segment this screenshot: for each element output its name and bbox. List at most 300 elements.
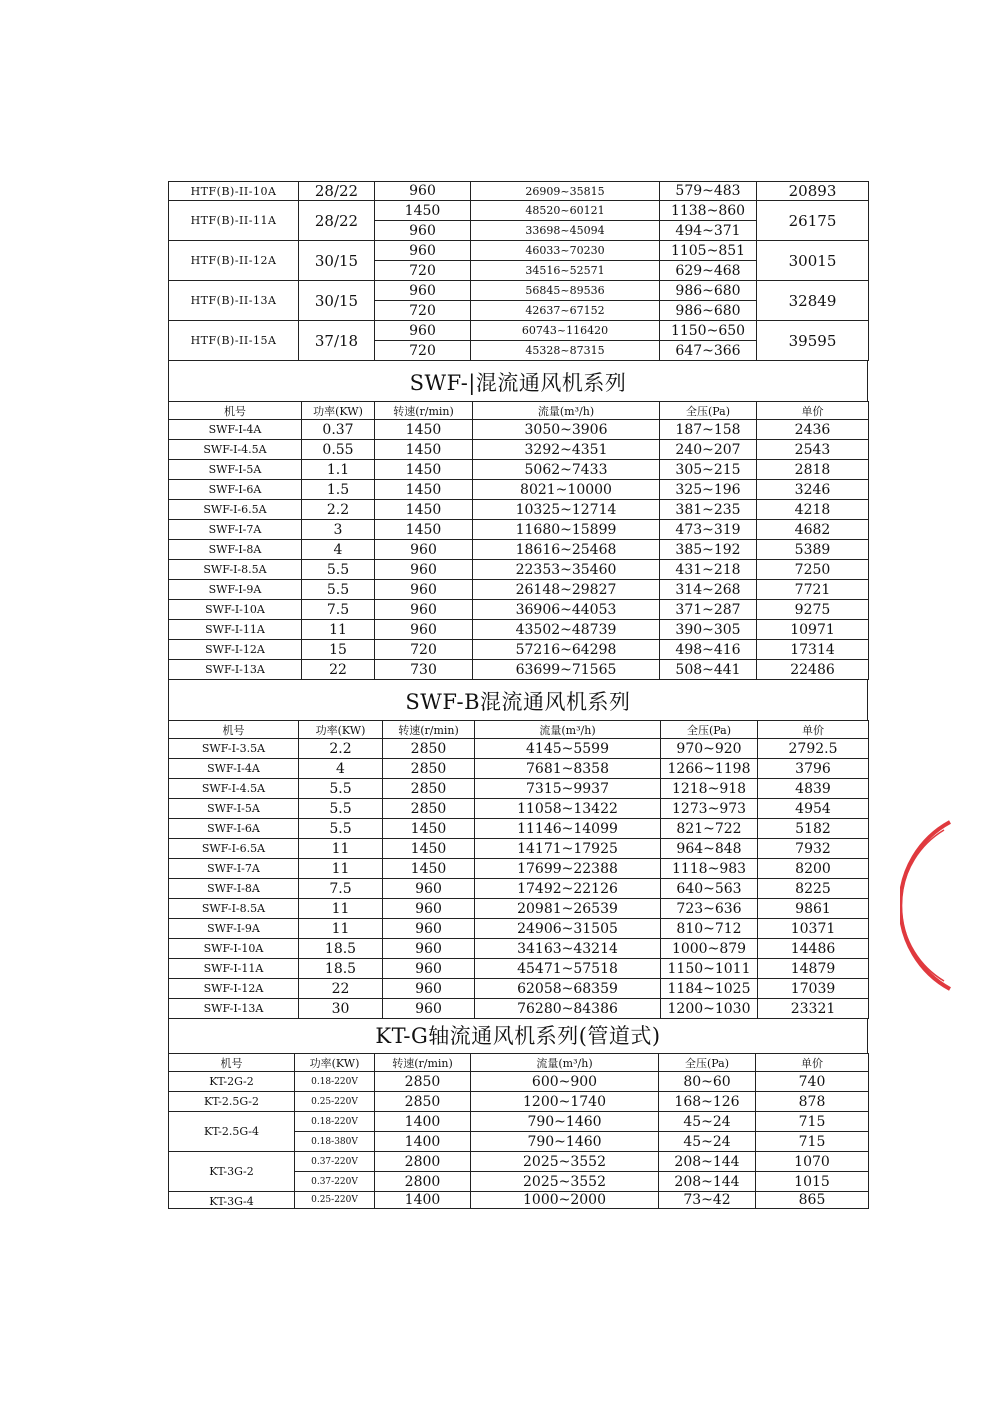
speed-cell: 1400 [375,1192,471,1209]
column-header: 全压(Pa) [659,1054,756,1072]
pressure-cell: 431~218 [660,560,757,580]
flow-cell: 17699~22388 [475,859,661,879]
speed-cell: 2850 [383,759,475,779]
model-cell: SWF-Ⅰ-8A [169,879,299,899]
model-cell: SWF-Ⅰ-9A [169,919,299,939]
column-header: 转速(r/min) [375,402,473,420]
table-row [169,321,869,341]
price-cell: 17314 [757,640,869,660]
section-title: KT-G轴流通风机系列(管道式) [168,1019,868,1053]
table-row [169,241,869,261]
table-row [169,201,869,221]
table-row [169,1072,869,1092]
table-row [169,759,869,779]
pressure-cell: 80~60 [659,1072,756,1092]
flow-cell: 34516~52571 [471,261,660,281]
speed-cell: 960 [375,321,471,341]
model-cell: SWF-Ⅰ-8A [169,540,302,560]
table-row [169,580,869,600]
pressure-cell: 821~722 [661,819,758,839]
flow-cell: 3050~3906 [473,420,660,440]
speed-cell: 1450 [383,839,475,859]
flow-cell: 11146~14099 [475,819,661,839]
model-cell: SWF-Ⅰ-7A [169,859,299,879]
price-cell: 8225 [758,879,869,899]
table-row [169,819,869,839]
flow-cell: 60743~116420 [471,321,660,341]
flow-cell: 7681~8358 [475,759,661,779]
speed-cell: 1450 [383,859,475,879]
power-cell: 30 [299,999,383,1019]
model-cell: SWF-Ⅰ-6A [169,819,299,839]
pressure-cell: 640~563 [661,879,758,899]
flow-cell: 48520~60121 [471,201,660,221]
speed-cell: 960 [383,979,475,999]
speed-cell: 1450 [375,480,473,500]
power-cell: 11 [299,899,383,919]
model-cell: HTF(B)-II-12A [169,241,299,281]
speed-cell: 1400 [375,1112,471,1132]
table-row [169,739,869,759]
pressure-cell: 73~42 [659,1192,756,1209]
price-cell: 2543 [757,440,869,460]
power-cell: 1.1 [302,460,375,480]
pressure-cell: 305~215 [660,460,757,480]
pressure-cell: 168~126 [659,1092,756,1112]
column-header: 机号 [169,1054,295,1072]
table-row [169,859,869,879]
power-cell: 28/22 [299,182,375,201]
table-row [169,420,869,440]
power-cell: 4 [299,759,383,779]
model-cell: HTF(B)-II-11A [169,201,299,241]
price-cell: 4218 [757,500,869,520]
price-cell: 10971 [757,620,869,640]
table-row [169,560,869,580]
model-cell: SWF-Ⅰ-4.5A [169,440,302,460]
table-row [169,1092,869,1112]
pressure-cell: 208~144 [659,1172,756,1192]
table-row [169,1112,869,1132]
pressure-cell: 810~712 [661,919,758,939]
table-row [169,460,869,480]
pressure-cell: 1184~1025 [661,979,758,999]
speed-cell: 960 [375,221,471,241]
price-cell: 878 [756,1092,869,1112]
model-cell: SWF-Ⅰ-13A [169,999,299,1019]
model-cell: SWF-Ⅰ-9A [169,580,302,600]
price-cell: 715 [756,1132,869,1152]
model-cell: KT-3G-4 [169,1192,295,1209]
model-cell: SWF-Ⅰ-6A [169,480,302,500]
price-cell: 5389 [757,540,869,560]
table-row [169,999,869,1019]
power-cell: 2.2 [302,500,375,520]
pressure-cell: 371~287 [660,600,757,620]
pressure-cell: 1118~983 [661,859,758,879]
table-row [169,500,869,520]
power-cell: 5.5 [299,799,383,819]
flow-cell: 62058~68359 [475,979,661,999]
model-cell: HTF(B)-II-10A [169,182,299,201]
price-cell: 1070 [756,1152,869,1172]
speed-cell: 2850 [383,779,475,799]
speed-cell: 2850 [375,1092,471,1112]
section-title: SWF-B混流通风机系列 [168,680,868,720]
pressure-cell: 240~207 [660,440,757,460]
speed-cell: 1450 [375,460,473,480]
flow-cell: 790~1460 [471,1112,659,1132]
power-cell: 30/15 [299,241,375,281]
swf-1-table [168,401,869,680]
pressure-cell: 1150~650 [660,321,757,341]
table-row [169,959,869,979]
price-cell: 9275 [757,600,869,620]
flow-cell: 18616~25468 [473,540,660,560]
speed-cell: 2800 [375,1152,471,1172]
model-cell: SWF-Ⅰ-11A [169,959,299,979]
pressure-cell: 325~196 [660,480,757,500]
power-cell: 1.5 [302,480,375,500]
speed-cell: 960 [375,182,471,201]
table-row [169,779,869,799]
column-header: 流量(m³/h) [471,1054,659,1072]
model-cell: SWF-Ⅰ-4.5A [169,779,299,799]
speed-cell: 720 [375,341,471,361]
flow-cell: 56845~89536 [471,281,660,301]
pressure-cell: 1200~1030 [661,999,758,1019]
price-cell: 23321 [758,999,869,1019]
column-header: 单价 [757,402,869,420]
table-row [169,520,869,540]
speed-cell: 720 [375,301,471,321]
pressure-cell: 986~680 [660,281,757,301]
company-seal-icon [900,818,956,993]
column-header: 全压(Pa) [660,402,757,420]
price-cell: 2818 [757,460,869,480]
table-row [169,640,869,660]
column-header: 功率(KW) [295,1054,375,1072]
pressure-cell: 187~158 [660,420,757,440]
table-row [169,939,869,959]
price-cell: 39595 [757,321,869,361]
column-header: 转速(r/min) [383,721,475,739]
model-cell: SWF-Ⅰ-4A [169,759,299,779]
flow-cell: 8021~10000 [473,480,660,500]
pressure-cell: 579~483 [660,182,757,201]
pressure-cell: 1105~851 [660,241,757,261]
pressure-cell: 385~192 [660,540,757,560]
column-header: 机号 [169,402,302,420]
table-row [169,281,869,301]
power-cell: 11 [299,859,383,879]
price-cell: 7250 [757,560,869,580]
pressure-cell: 1000~879 [661,939,758,959]
flow-cell: 45471~57518 [475,959,661,979]
flow-cell: 7315~9937 [475,779,661,799]
power-cell: 18.5 [299,959,383,979]
model-cell: SWF-Ⅰ-8.5A [169,899,299,919]
power-cell: 11 [302,620,375,640]
price-cell: 7932 [758,839,869,859]
pressure-cell: 647~366 [660,341,757,361]
flow-cell: 46033~70230 [471,241,660,261]
table-row [169,182,869,201]
model-cell: SWF-Ⅰ-5A [169,460,302,480]
pressure-cell: 498~416 [660,640,757,660]
table-header-row [169,402,869,420]
pressure-cell: 390~305 [660,620,757,640]
pressure-cell: 45~24 [659,1112,756,1132]
model-cell: SWF-Ⅰ-7A [169,520,302,540]
price-cell: 740 [756,1072,869,1092]
pressure-cell: 208~144 [659,1152,756,1172]
column-header: 功率(KW) [299,721,383,739]
power-cell: 5.5 [299,779,383,799]
speed-cell: 960 [383,919,475,939]
price-cell: 14486 [758,939,869,959]
column-header: 流量(m³/h) [475,721,661,739]
power-cell: 15 [302,640,375,660]
price-sheet [168,181,868,1209]
flow-cell: 33698~45094 [471,221,660,241]
power-cell: 7.5 [299,879,383,899]
column-header: 单价 [756,1054,869,1072]
pressure-cell: 45~24 [659,1132,756,1152]
power-cell: 37/18 [299,321,375,361]
flow-cell: 24906~31505 [475,919,661,939]
power-cell: 22 [302,660,375,680]
flow-cell: 42637~67152 [471,301,660,321]
table-row [169,540,869,560]
column-header: 机号 [169,721,299,739]
power-cell: 30/15 [299,281,375,321]
column-header: 功率(KW) [302,402,375,420]
price-cell: 1015 [756,1172,869,1192]
speed-cell: 1450 [375,440,473,460]
column-header: 流量(m³/h) [473,402,660,420]
speed-cell: 960 [383,899,475,919]
pressure-cell: 508~441 [660,660,757,680]
power-cell: 0.18-220V [295,1072,375,1092]
column-header: 转速(r/min) [375,1054,471,1072]
price-cell: 865 [756,1192,869,1209]
flow-cell: 17492~22126 [475,879,661,899]
price-cell: 26175 [757,201,869,241]
price-cell: 20893 [757,182,869,201]
speed-cell: 2850 [383,739,475,759]
speed-cell: 1450 [383,819,475,839]
table-row [169,899,869,919]
flow-cell: 45328~87315 [471,341,660,361]
pressure-cell: 1138~860 [660,201,757,221]
speed-cell: 960 [375,241,471,261]
speed-cell: 960 [375,580,473,600]
speed-cell: 1450 [375,420,473,440]
table-row [169,600,869,620]
price-cell: 4839 [758,779,869,799]
speed-cell: 1450 [375,201,471,221]
price-cell: 17039 [758,979,869,999]
price-cell: 32849 [757,281,869,321]
section-title: SWF-|混流通风机系列 [168,361,868,401]
flow-cell: 10325~12714 [473,500,660,520]
pressure-cell: 494~371 [660,221,757,241]
pressure-cell: 970~920 [661,739,758,759]
pressure-cell: 1218~918 [661,779,758,799]
table-row [169,919,869,939]
htf-table [168,181,869,361]
power-cell: 5.5 [299,819,383,839]
power-cell: 0.18-220V [295,1112,375,1132]
model-cell: HTF(B)-II-13A [169,281,299,321]
speed-cell: 960 [383,959,475,979]
speed-cell: 2850 [383,799,475,819]
power-cell: 0.55 [302,440,375,460]
flow-cell: 26909~35815 [471,182,660,201]
flow-cell: 3292~4351 [473,440,660,460]
price-cell: 8200 [758,859,869,879]
speed-cell: 1450 [375,520,473,540]
table-row [169,480,869,500]
column-header: 单价 [758,721,869,739]
power-cell: 22 [299,979,383,999]
model-cell: SWF-Ⅰ-10A [169,600,302,620]
table-row [169,979,869,999]
flow-cell: 11680~15899 [473,520,660,540]
model-cell: KT-2.5G-2 [169,1092,295,1112]
pressure-cell: 964~848 [661,839,758,859]
speed-cell: 960 [383,999,475,1019]
flow-cell: 1000~2000 [471,1192,659,1209]
model-cell: SWF-Ⅰ-5A [169,799,299,819]
flow-cell: 600~900 [471,1072,659,1092]
column-header: 全压(Pa) [661,721,758,739]
speed-cell: 1450 [375,500,473,520]
flow-cell: 22353~35460 [473,560,660,580]
flow-cell: 63699~71565 [473,660,660,680]
power-cell: 0.37-220V [295,1152,375,1172]
power-cell: 11 [299,839,383,859]
flow-cell: 4145~5599 [475,739,661,759]
table-row [169,799,869,819]
power-cell: 2.2 [299,739,383,759]
speed-cell: 960 [383,939,475,959]
flow-cell: 2025~3552 [471,1172,659,1192]
pressure-cell: 1150~1011 [661,959,758,979]
pressure-cell: 1266~1198 [661,759,758,779]
table-row [169,440,869,460]
price-cell: 4682 [757,520,869,540]
flow-cell: 790~1460 [471,1132,659,1152]
power-cell: 5.5 [302,560,375,580]
pressure-cell: 381~235 [660,500,757,520]
flow-cell: 57216~64298 [473,640,660,660]
power-cell: 4 [302,540,375,560]
power-cell: 28/22 [299,201,375,241]
power-cell: 0.25-220V [295,1092,375,1112]
model-cell: SWF-Ⅰ-6.5A [169,500,302,520]
pressure-cell: 723~636 [661,899,758,919]
power-cell: 11 [299,919,383,939]
table-row [169,839,869,859]
flow-cell: 14171~17925 [475,839,661,859]
table-row [169,660,869,680]
price-cell: 10371 [758,919,869,939]
pressure-cell: 629~468 [660,261,757,281]
power-cell: 0.18-380V [295,1132,375,1152]
model-cell: SWF-Ⅰ-13A [169,660,302,680]
flow-cell: 34163~43214 [475,939,661,959]
price-cell: 30015 [757,241,869,281]
swf-b-table-body [169,721,869,1019]
flow-cell: 26148~29827 [473,580,660,600]
model-cell: KT-2G-2 [169,1072,295,1092]
model-cell: HTF(B)-II-15A [169,321,299,361]
pressure-cell: 314~268 [660,580,757,600]
speed-cell: 720 [375,640,473,660]
price-cell: 4954 [758,799,869,819]
flow-cell: 76280~84386 [475,999,661,1019]
speed-cell: 960 [375,540,473,560]
power-cell: 0.37 [302,420,375,440]
swf-b-table [168,720,869,1019]
price-cell: 3246 [757,480,869,500]
table-row [169,879,869,899]
pressure-cell: 1273~973 [661,799,758,819]
price-cell: 9861 [758,899,869,919]
model-cell: SWF-Ⅰ-11A [169,620,302,640]
model-cell: KT-2.5G-4 [169,1112,295,1152]
power-cell: 0.37-220V [295,1172,375,1192]
speed-cell: 960 [375,620,473,640]
model-cell: SWF-Ⅰ-3.5A [169,739,299,759]
speed-cell: 960 [375,560,473,580]
pressure-cell: 986~680 [660,301,757,321]
flow-cell: 43502~48739 [473,620,660,640]
table-row [169,1192,869,1209]
flow-cell: 11058~13422 [475,799,661,819]
model-cell: SWF-Ⅰ-6.5A [169,839,299,859]
speed-cell: 960 [383,879,475,899]
price-cell: 715 [756,1112,869,1132]
speed-cell: 2800 [375,1172,471,1192]
price-cell: 2792.5 [758,739,869,759]
pressure-cell: 473~319 [660,520,757,540]
speed-cell: 1400 [375,1132,471,1152]
model-cell: SWF-Ⅰ-10A [169,939,299,959]
flow-cell: 36906~44053 [473,600,660,620]
speed-cell: 730 [375,660,473,680]
table-row [169,1152,869,1172]
flow-cell: 5062~7433 [473,460,660,480]
power-cell: 5.5 [302,580,375,600]
speed-cell: 960 [375,600,473,620]
speed-cell: 2850 [375,1072,471,1092]
flow-cell: 2025~3552 [471,1152,659,1172]
price-cell: 7721 [757,580,869,600]
model-cell: SWF-Ⅰ-12A [169,640,302,660]
price-cell: 22486 [757,660,869,680]
power-cell: 7.5 [302,600,375,620]
flow-cell: 20981~26539 [475,899,661,919]
power-cell: 0.25-220V [295,1192,375,1209]
power-cell: 18.5 [299,939,383,959]
model-cell: SWF-Ⅰ-12A [169,979,299,999]
model-cell: SWF-Ⅰ-8.5A [169,560,302,580]
price-cell: 5182 [758,819,869,839]
table-header-row [169,721,869,739]
